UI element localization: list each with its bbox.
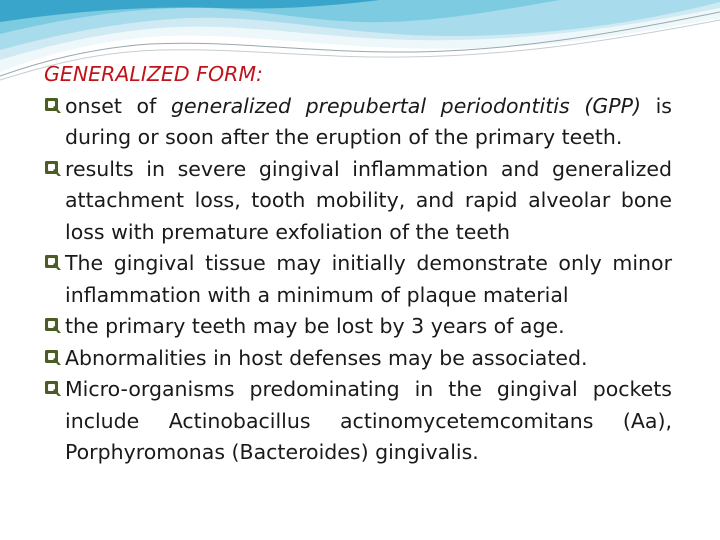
checkbox-q-bullet-icon [44, 160, 62, 180]
bullet-item [44, 248, 672, 311]
bullet-item [44, 374, 672, 469]
checkbox-q-bullet-icon [44, 349, 62, 369]
bullet-item [44, 311, 672, 343]
bullet-text [65, 91, 672, 154]
checkbox-q-bullet-icon [44, 380, 62, 400]
bullet-item [44, 91, 672, 154]
bullet-text: Abnormalities in host defenses may be associated. [65, 345, 588, 370]
bullet-list [44, 91, 672, 469]
bullet-item [44, 343, 672, 375]
bullet-text-part: onset of [65, 93, 171, 118]
section-heading: GENERALIZED FORM: [44, 62, 263, 86]
checkbox-q-bullet-icon [44, 97, 62, 117]
bullet-text-part: is during or soon after the eruption of the primary teeth. [65, 93, 672, 149]
bullet-text: The gingival tissue may initially demonstrate only minor inflammation with a minimum of plaque material [65, 251, 672, 307]
bullet-text: Micro-organisms predominating in the gingival pockets include Actinobacillus actinomycetemcomitans (Aa), Porphyromonas (Bacteroides) gingivalis. [65, 377, 672, 464]
checkbox-q-bullet-icon [44, 317, 62, 337]
checkbox-q-bullet-icon [44, 254, 62, 274]
bullet-text: the primary teeth may be lost by 3 years of age. [65, 314, 565, 338]
bullet-text: results in severe gingival inflammation and generalized attachment loss, tooth mobility, and rapid alveolar bone loss with premature exfoliation of the teeth [65, 156, 672, 244]
bullet-item [44, 154, 672, 249]
slide-content [44, 59, 672, 469]
bullet-text-part: generalized prepubertal periodontitis (GPP) [170, 93, 641, 118]
